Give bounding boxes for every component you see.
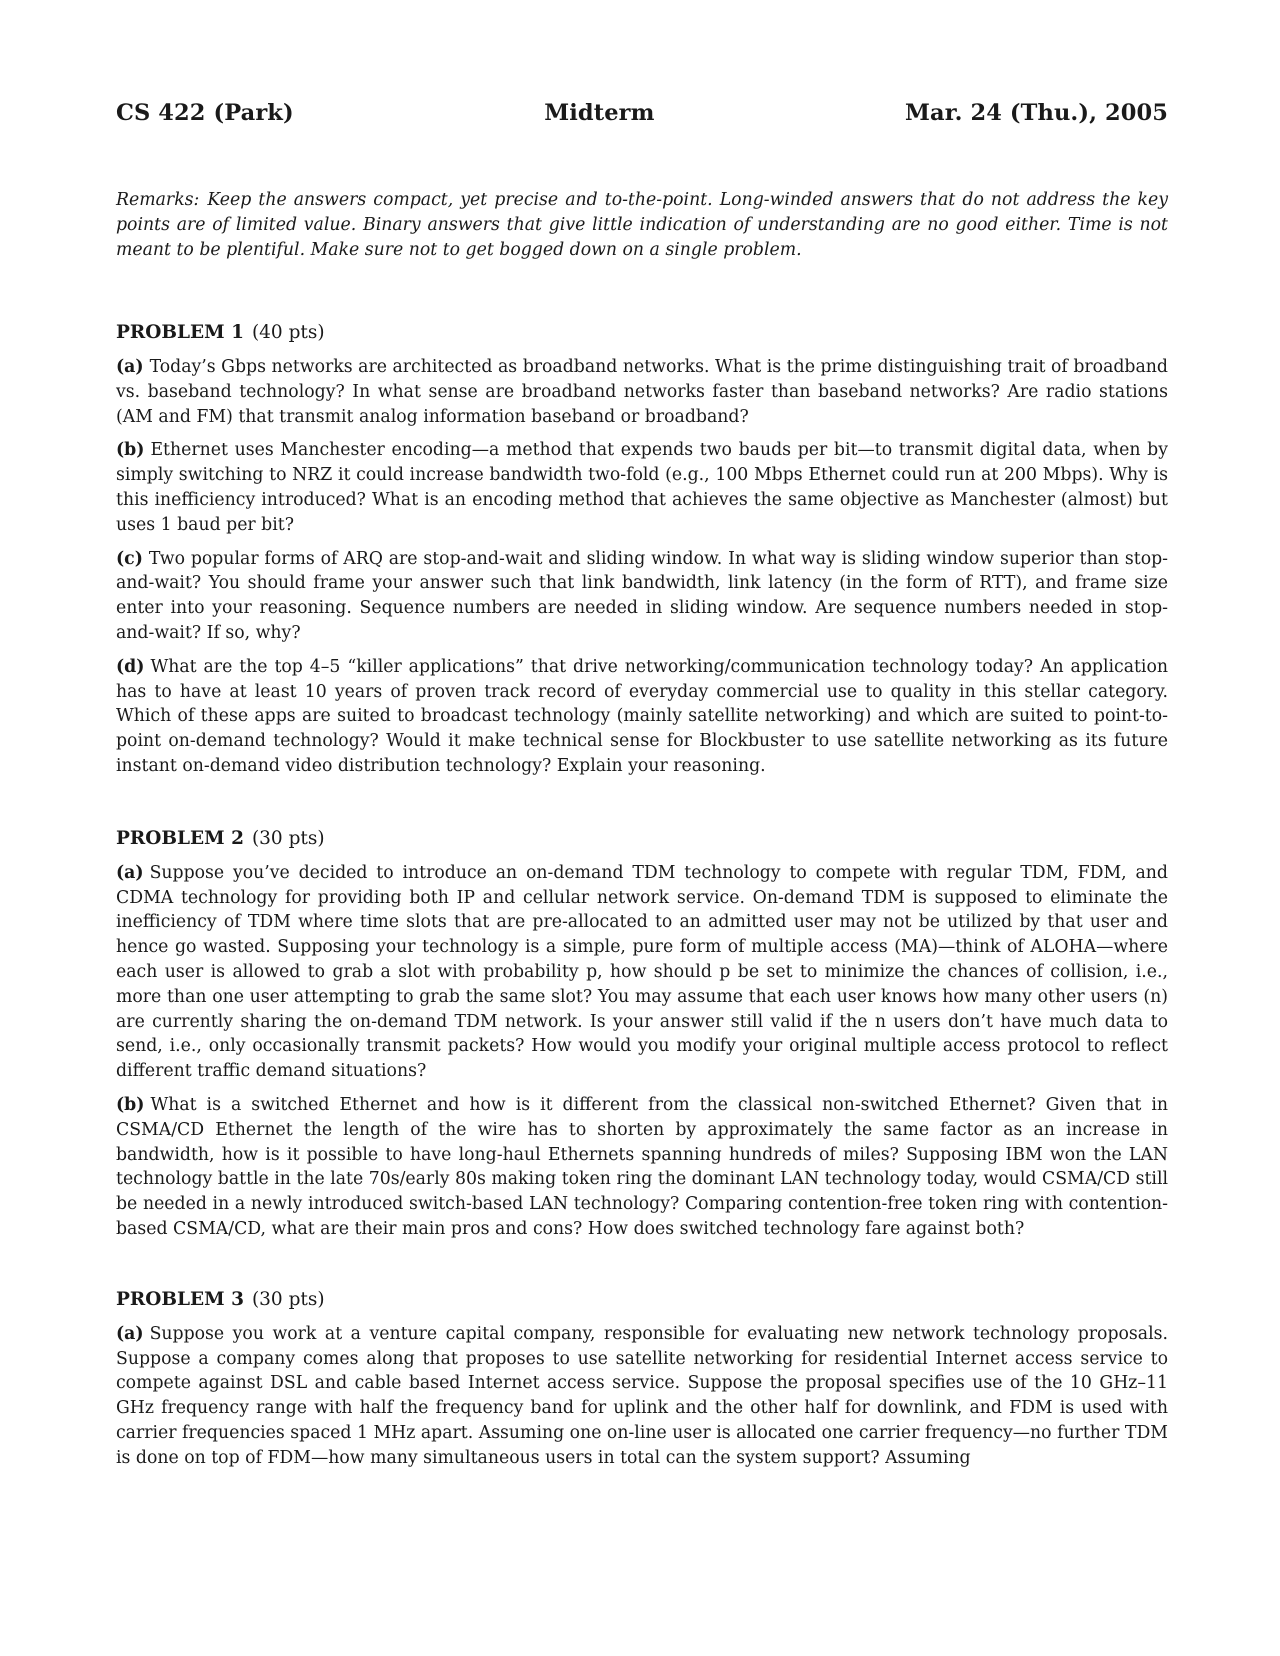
problem-name: PROBLEM 1 (116, 322, 244, 343)
part-text: Today’s Gbps networks are architected as broadband networks. What is the prime distinguishing trait of broadband vs. baseband technology? In what sense are broadband networks faster than baseband networks? Are radio stations (AM and FM) that transmit analog information baseband or broadband? (116, 357, 1168, 427)
part-label: (b) (116, 1094, 145, 1115)
part-text: What are the top 4–5 “killer applications” that drive networking/communication technology today? An application has to have at least 10 years of proven track record of everyday commercial use to quality in this stellar category. Which of these apps are suited to broadcast technology (mainly satellite networking) and which are suited to point-to-point on-demand technology? Would it make technical sense for Blockbuster to use satellite networking as its future instant on-demand video distribution technology? Explain your reasoning. (116, 656, 1168, 776)
remarks-text: Keep the answers compact, yet precise and to-the-point. Long-winded answers that do not address the key points are of limited value. Binary answers that give little indication of understanding are no good either. Time is not meant to be plentiful. Make sure not to get bogged down on a single problem. (116, 190, 1168, 260)
problem-points: (30 pts) (251, 1288, 325, 1310)
problem-part (116, 861, 1168, 1084)
exam-date: Mar. 24 (Thu.), 2005 (905, 100, 1168, 126)
problem-part (116, 1093, 1168, 1242)
problem-2 (116, 826, 1168, 1242)
problem-points: (30 pts) (251, 827, 325, 849)
problem-part (116, 547, 1168, 646)
problem-points: (40 pts) (251, 322, 325, 343)
exam-title: Midterm (544, 100, 655, 126)
problem-part (116, 655, 1168, 779)
problem-part (116, 1322, 1168, 1471)
problem-name: PROBLEM 3 (116, 1288, 244, 1310)
problem-title (116, 320, 1168, 346)
problem-part (116, 355, 1168, 429)
part-text: Ethernet uses Manchester encoding—a method that expends two bauds per bit—to transmit digital data, when by simply switching to NRZ it could increase bandwidth two-fold (e.g., 100 Mbps Ethernet could run at 200 Mbps). Why is this inefficiency introduced? What is an encoding method that achieves the same objective as Manchester (almost) but uses 1 baud per bit? (116, 440, 1168, 535)
problem-title (116, 826, 1168, 852)
part-text: Two popular forms of ARQ are stop-and-wait and sliding window. In what way is sliding window superior than stop-and-wait? You should frame your answer such that link bandwidth, link latency (in the form of RTT), and frame size enter into your reasoning. Sequence numbers are needed in sliding window. Are sequence numbers needed in stop-and-wait? If so, why? (116, 548, 1168, 643)
remarks (116, 188, 1168, 263)
problem-part (116, 438, 1168, 537)
part-label: (a) (116, 357, 144, 377)
part-text: What is a switched Ethernet and how is it different from the classical non-switched Ethernet? Given that in CSMA/CD Ethernet the length of the wire has to shorten by approximately the same factor as an increase in bandwidth, how is it possible to have long-haul Ethernets spanning hundreds of miles? Supposing IBM won the LAN technology battle in the late 70s/early 80s making token ring the dominant LAN technology today, would CSMA/CD still be needed in a newly introduced switch-based LAN technology? Comparing contention-free token ring with contention-based CSMA/CD, what are their main pros and cons? How does switched technology fare against both? (116, 1094, 1168, 1239)
part-label: (d) (116, 656, 145, 677)
course-label: CS 422 (Park) (116, 100, 294, 126)
part-text: Suppose you work at a venture capital company, responsible for evaluating new network technology proposals. Suppose a company comes along that proposes to use satellite networking for residential Internet access service to compete against DSL and cable based Internet access service. Suppose the proposal specifies use of the 10 GHz–11 GHz frequency range with half the frequency band for uplink and the other half for downlink, and FDM is used with carrier frequencies spaced 1 MHz apart. Assuming one on-line user is allocated one carrier frequency—no further TDM is done on top of FDM—how many simultaneous users in total can the system support? Assuming (116, 1323, 1168, 1468)
problem-1 (116, 320, 1168, 779)
problem-3 (116, 1287, 1168, 1471)
problem-name: PROBLEM 2 (116, 827, 244, 849)
part-text: Suppose you’ve decided to introduce an on-demand TDM technology to compete with regular TDM, FDM, and CDMA technology for providing both IP and cellular network service. On-demand TDM is supposed to eliminate the inefficiency of TDM where time slots that are pre-allocated to an admitted user may not be utilized by that user and hence go wasted. Supposing your technology is a simple, pure form of multiple access (MA)—think of ALOHA—where each user is allowed to grab a slot with probability p, how should p be set to minimize the chances of collision, i.e., more than one user attempting to grab the same slot? You may assume that each user knows how many other users (n) are currently sharing the on-demand TDM network. Is your answer still valid if the n users don’t have much data to send, i.e., only occasionally transmit packets? How would you modify your original multiple access protocol to reflect different traffic demand situations? (116, 862, 1168, 1082)
part-label: (a) (116, 1323, 144, 1344)
part-label: (a) (116, 862, 144, 883)
part-label: (c) (116, 548, 143, 569)
page-header (116, 100, 1168, 132)
problem-title (116, 1287, 1168, 1313)
remarks-label: Remarks: (116, 190, 200, 210)
part-label: (b) (116, 440, 145, 461)
exam-page (116, 100, 1168, 1470)
